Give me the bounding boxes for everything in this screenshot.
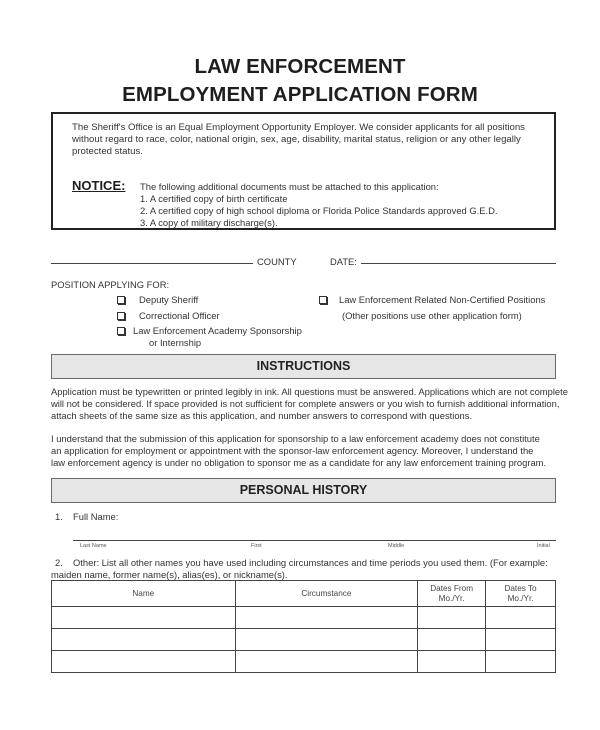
notice-box [51, 112, 556, 230]
col-circumstance: Circumstance [235, 581, 418, 607]
option-label: Law Enforcement Academy Sponsorship [133, 325, 302, 336]
name-part-last: Last Name [80, 543, 107, 549]
name-part-initial: Initial [537, 543, 550, 549]
table-cell[interactable] [486, 607, 556, 629]
table-cell[interactable] [52, 651, 236, 673]
notice-text: The following additional documents must be attached to this application: [140, 181, 439, 192]
table-cell[interactable] [418, 629, 486, 651]
instructions-p2-line1: I understand that the submission of this application for sponsorship to a law enforcement academy does not constitute [51, 433, 540, 444]
other-positions-note: (Other positions use other application form) [342, 310, 522, 321]
full-name-line[interactable] [73, 540, 556, 541]
eeo-statement-line1: The Sheriff's Office is an Equal Employment Opportunity Employer. We consider applicants for all positions [72, 122, 525, 133]
col-name: Name [52, 581, 236, 607]
col-dates-to-line2: Mo./Yr. [507, 593, 534, 603]
option-label: Law Enforcement Related Non-Certified Positions [339, 294, 546, 305]
table-cell[interactable] [52, 607, 236, 629]
name-part-first: First [251, 543, 262, 549]
checkbox-icon[interactable] [117, 327, 125, 335]
eeo-statement-line2: without regard to race, color, national origin, sex, age, disability, marital status, religion or any other legally [72, 134, 521, 145]
county-label: COUNTY [257, 256, 297, 267]
option-academy-continuation: or Internship [149, 337, 202, 348]
option-non-certified[interactable] [319, 294, 545, 306]
table-cell[interactable] [418, 607, 486, 629]
table-cell[interactable] [486, 651, 556, 673]
position-label: POSITION APPLYING FOR: [51, 279, 170, 290]
col-dates-from-line2: Mo./Yr. [438, 593, 465, 603]
q2-text-line2: maiden name, former name(s), alias(es), or nickname(s). [51, 569, 288, 580]
table-row [52, 629, 556, 651]
table-cell[interactable] [52, 629, 236, 651]
notice-item-2: 2. A certified copy of high school diploma or Florida Police Standards approved G.E.D. [140, 205, 498, 216]
personal-history-heading: PERSONAL HISTORY [51, 478, 556, 503]
checkbox-icon[interactable] [319, 296, 327, 304]
date-label: DATE: [330, 256, 357, 267]
option-label: Correctional Officer [139, 310, 220, 321]
col-dates-from-line1: Dates From [430, 583, 474, 593]
q2-number: 2. [55, 557, 63, 568]
table-header-row [52, 581, 556, 607]
notice-item-1: 1. A certified copy of birth certificate [140, 193, 288, 204]
table-cell[interactable] [235, 607, 418, 629]
table-cell[interactable] [235, 629, 418, 651]
checkbox-icon[interactable] [117, 312, 125, 320]
q1-number: 1. [55, 511, 63, 522]
other-names-table [51, 580, 556, 673]
option-academy-sponsorship[interactable] [117, 325, 302, 337]
notice-item-3: 3. A copy of military discharge(s). [140, 217, 278, 228]
instructions-p1-line2: will not be considered. If space provided is not sufficient for complete answers or you wish to furnish additional information, [51, 398, 560, 409]
table-row [52, 607, 556, 629]
notice-label: NOTICE: [72, 178, 126, 193]
option-deputy-sheriff[interactable] [117, 294, 198, 306]
full-name-label: Full Name: [73, 511, 119, 522]
table-cell[interactable] [418, 651, 486, 673]
table-row [52, 651, 556, 673]
county-line[interactable] [51, 263, 253, 264]
date-line[interactable] [361, 263, 556, 264]
instructions-heading: INSTRUCTIONS [51, 354, 556, 379]
q2-text-line1: Other: List all other names you have used including circumstances and time periods you used them. (For example: [73, 557, 548, 568]
form-title-line2: EMPLOYMENT APPLICATION FORM [122, 83, 478, 106]
checkbox-icon[interactable] [117, 296, 125, 304]
form-title-line1: LAW ENFORCEMENT [194, 55, 406, 78]
name-part-middle: Middle [388, 543, 405, 549]
instructions-p2-line2: an application for employment or appointment with the sponsor-law enforcement agency. Moreover, I understand the [51, 445, 534, 456]
instructions-p1-line3: attach sheets of the same size as this application, and number answers to correspond with questions. [51, 410, 473, 421]
table-cell[interactable] [486, 629, 556, 651]
col-dates-to [486, 581, 556, 607]
col-dates-from [418, 581, 486, 607]
table-cell[interactable] [235, 651, 418, 673]
option-label: Deputy Sheriff [139, 294, 199, 305]
col-dates-to-line1: Dates To [504, 583, 537, 593]
instructions-p1-line1: Application must be typewritten or printed legibly in ink. All questions must be answered. Applications which are not complete [51, 386, 568, 397]
option-correctional-officer[interactable] [117, 310, 220, 322]
eeo-statement-line3: protected status. [72, 146, 143, 157]
instructions-p2-line3: law enforcement agency is under no obligation to sponsor me as a candidate for any law enforcement training program. [51, 457, 547, 468]
